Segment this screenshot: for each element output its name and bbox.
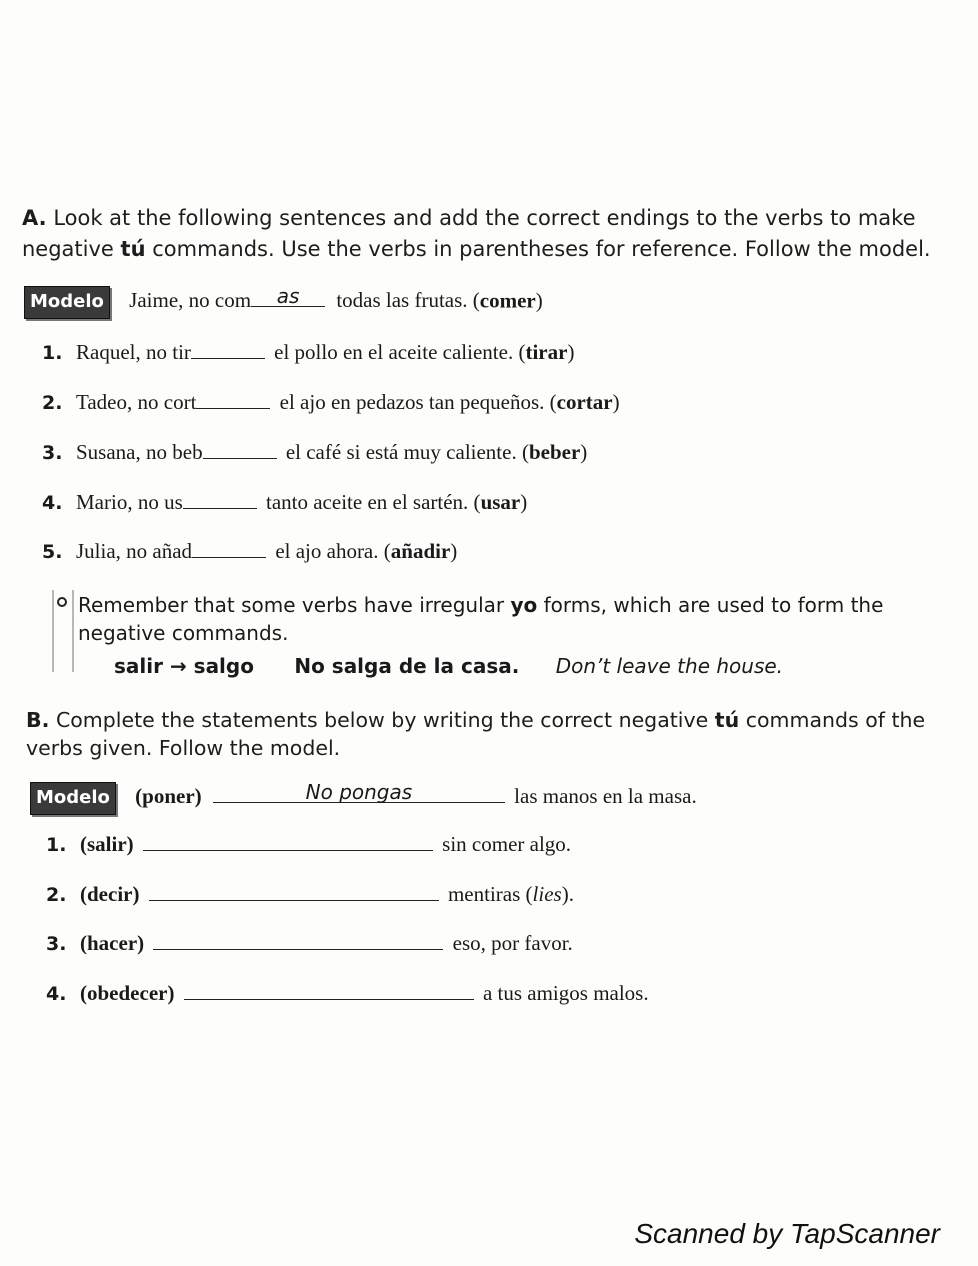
note-line2: negative commands. bbox=[78, 621, 289, 645]
answer-blank[interactable] bbox=[149, 880, 439, 901]
section-a-model: Modelo Jaime, no com as todas las frutas. (comer) bbox=[24, 286, 543, 319]
answer-blank[interactable] bbox=[153, 929, 443, 950]
section-b-item-3: 3. (hacer) eso, por favor. bbox=[46, 931, 573, 955]
note-example bbox=[114, 654, 783, 678]
example-verb: salir → salgo bbox=[114, 654, 254, 678]
model-answer-blank bbox=[251, 286, 325, 307]
example-command: No salga de la casa. bbox=[294, 654, 520, 678]
model-handwritten-answer: as bbox=[276, 284, 300, 309]
answer-blank[interactable] bbox=[191, 338, 265, 359]
section-a-item-5: 5. Julia, no añad el ajo ahora. (añadir) bbox=[42, 539, 458, 563]
section-b-item-1: 1. (salir) sin comer algo. bbox=[46, 832, 572, 856]
answer-blank[interactable] bbox=[143, 830, 433, 851]
section-a-item-4: 4. Mario, no us tanto aceite en el sartén. (usar) bbox=[42, 490, 528, 514]
modelo-badge: Modelo bbox=[24, 286, 110, 319]
section-b-model: Modelo (poner) No pongas las manos en la masa. bbox=[30, 782, 697, 815]
section-a-instruction-line1: A. Look at the following sentences and add the correct endings to the verbs to make bbox=[22, 206, 916, 230]
answer-blank[interactable] bbox=[183, 488, 257, 509]
section-b-letter: B. bbox=[26, 708, 50, 732]
section-b-instruction-line1: B. Complete the statements below by writing the correct negative tú commands of the bbox=[26, 708, 926, 732]
scanner-credit: Scanned by TapScanner bbox=[634, 1218, 940, 1249]
model-answer-blank bbox=[213, 782, 505, 803]
answer-blank[interactable] bbox=[184, 979, 474, 1000]
note-line1: Remember that some verbs have irregular yo forms, which are used to form the bbox=[78, 593, 884, 617]
answer-blank[interactable] bbox=[203, 438, 277, 459]
section-b-item-2: 2. (decir) mentiras (lies). bbox=[46, 882, 574, 906]
answer-blank[interactable] bbox=[192, 537, 266, 558]
section-a-item-2: 2. Tadeo, no cort el ajo en pedazos tan pequeños. (cortar) bbox=[42, 390, 620, 414]
section-b-instruction-line2: verbs given. Follow the model. bbox=[26, 736, 341, 760]
section-a-letter: A. bbox=[22, 206, 47, 230]
bullet-icon bbox=[57, 597, 67, 607]
answer-blank[interactable] bbox=[196, 388, 270, 409]
section-a-item-1: 1. Raquel, no tir el pollo en el aceite caliente. (tirar) bbox=[42, 340, 575, 364]
modelo-badge: Modelo bbox=[30, 782, 116, 815]
section-a-instruction-line2: negative tú commands. Use the verbs in parentheses for reference. Follow the model. bbox=[22, 237, 931, 261]
section-b-item-4: 4. (obedecer) a tus amigos malos. bbox=[46, 981, 649, 1005]
section-a-item-3: 3. Susana, no beb el café si está muy caliente. (beber) bbox=[42, 440, 588, 464]
example-translation: Don’t leave the house. bbox=[555, 654, 784, 678]
model-handwritten-answer: No pongas bbox=[305, 780, 413, 805]
